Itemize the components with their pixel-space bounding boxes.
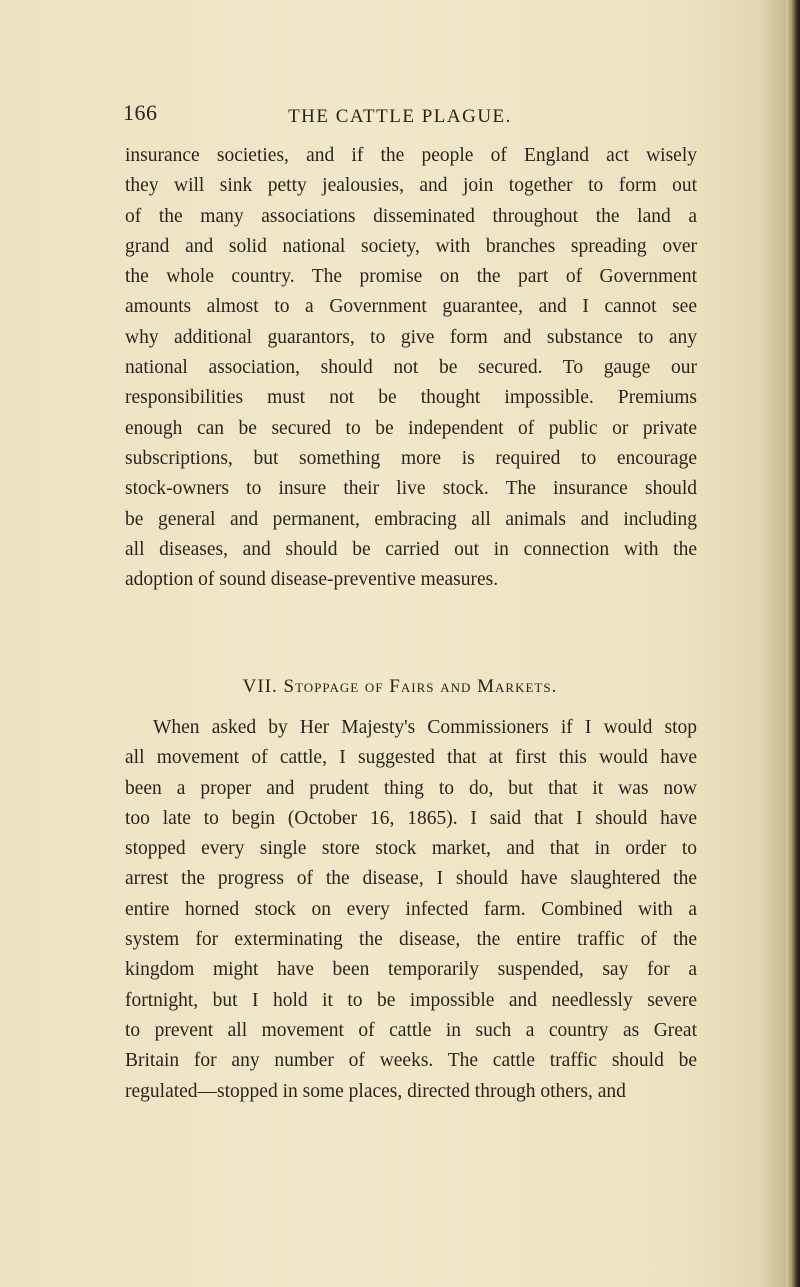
text-line: kingdom might have been temporarily suspended, say for a xyxy=(125,959,697,981)
text-line: fortnight, but I hold it to be impossible and needlessly severe xyxy=(125,989,697,1011)
section-title: Stoppage of Fairs and Markets. xyxy=(283,676,558,697)
text-line: responsibilities must not be thought impossible. Premiums xyxy=(125,387,697,409)
text-line: Britain for any number of weeks. The cattle traffic should be xyxy=(125,1050,697,1072)
book-spine-edge xyxy=(786,0,800,1287)
text-line: they will sink petty jealousies, and join together to form out xyxy=(125,175,697,197)
paragraph-2 xyxy=(125,713,697,1107)
section-heading xyxy=(0,676,800,698)
text-line: all diseases, and should be carried out in connection with the xyxy=(125,538,697,560)
paragraph-1 xyxy=(125,141,697,595)
text-line: adoption of sound disease-preventive measures. xyxy=(125,569,499,591)
text-line: grand and solid national society, with branches spreading over xyxy=(125,235,697,257)
section-numeral: VII. xyxy=(242,676,278,697)
text-line: be general and permanent, embracing all animals and including xyxy=(125,508,697,530)
text-line: When asked by Her Majesty's Commissioners if I would stop xyxy=(153,717,697,738)
text-line: of the many associations disseminated throughout the land a xyxy=(125,205,697,227)
text-line: enough can be secured to be independent of public or private xyxy=(125,417,697,439)
text-line: national association, should not be secured. To gauge our xyxy=(125,357,697,379)
paragraph-insurance xyxy=(125,141,697,595)
text-line: subscriptions, but something more is required to encourage xyxy=(125,447,697,469)
text-line: stopped every single store stock market, and that in order to xyxy=(125,838,697,860)
paragraph-stoppage xyxy=(125,713,697,1107)
text-line: arrest the progress of the disease, I should have slaughtered the xyxy=(125,868,697,890)
text-line: amounts almost to a Government guarantee, and I cannot see xyxy=(125,296,697,318)
text-line: all movement of cattle, I suggested that at first this would have xyxy=(125,747,697,769)
text-line: stock-owners to insure their live stock. The insurance should xyxy=(125,478,697,500)
text-line: the whole country. The promise on the part of Government xyxy=(125,266,697,288)
text-line: system for exterminating the disease, the entire traffic of the xyxy=(125,929,697,951)
page-number: 166 xyxy=(123,100,158,125)
text-line: insurance societies, and if the people of England act wisely xyxy=(125,145,697,166)
text-line: why additional guarantors, to give form and substance to any xyxy=(125,326,697,348)
text-line: regulated—stopped in some places, directed through others, and xyxy=(125,1080,626,1102)
text-line: entire horned stock on every infected farm. Combined with a xyxy=(125,898,697,920)
text-line: been a proper and prudent thing to do, but that it was now xyxy=(125,777,697,799)
text-line: to prevent all movement of cattle in such a country as Great xyxy=(125,1019,697,1041)
running-head: THE CATTLE PLAGUE. xyxy=(288,106,512,127)
text-line: too late to begin (October 16, 1865). I said that I should have xyxy=(125,807,697,829)
